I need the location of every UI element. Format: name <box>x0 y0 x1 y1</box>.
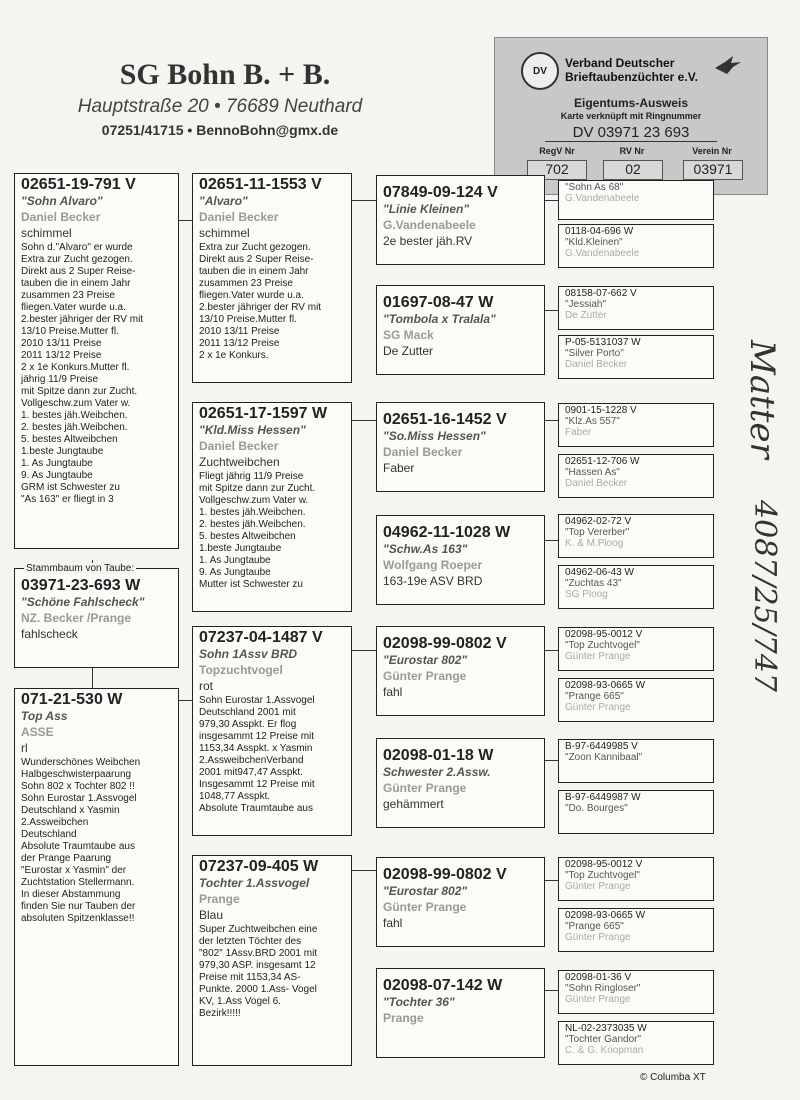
gen4-box <box>558 627 714 671</box>
gen4-breeder: G.Vandenabeele <box>565 193 640 204</box>
gen4-box <box>558 286 714 330</box>
handwritten-note-number: 4087/25/747 <box>747 500 782 692</box>
gen4-breeder: G.Vandenabeele <box>565 248 640 259</box>
grandparent-color: Zuchtweibchen <box>199 455 280 469</box>
ownership-card <box>494 37 768 195</box>
grandparent-ring: 07237-09-405 W <box>199 858 319 875</box>
gen4-box <box>558 790 714 834</box>
gg-breeder: Prange <box>383 1011 424 1025</box>
mother-ring: 071-21-530 W <box>21 691 123 708</box>
gen4-breeder: Günter Prange <box>565 881 631 892</box>
gen4-box <box>558 514 714 558</box>
gg-name: Schwester 2.Assw. <box>383 765 491 779</box>
gg-name: "So.Miss Hessen" <box>383 429 486 443</box>
gg-ring: 02098-99-0802 V <box>383 866 507 883</box>
gg-color: De Zutter <box>383 344 434 358</box>
breeder-title: SG Bohn B. + B. <box>119 58 331 91</box>
gen4-breeder: C. & G. Koopman <box>565 1045 644 1056</box>
connector-line <box>544 990 558 991</box>
gen4-name: "Zoon Kannibaal" <box>565 752 643 763</box>
grandparent-description: Super Zuchtweibchen eine der letzten Töchter des "802" 1Assv.BRD 2001 mit 979,30 ASP. insgesamt 12 Preise mit 1153,34 AS- Punkte. 2000 1.Ass- Vogel KV, 1.Ass Vogel 6. Bezirk!!!!! <box>199 924 318 1019</box>
gen4-ring: 02098-95-0012 V <box>565 629 643 640</box>
card-verein-value: 03971 <box>683 160 743 180</box>
gg-name: "Eurostar 802" <box>383 884 468 898</box>
gen4-name: "Sohn Ringloser" <box>565 983 641 994</box>
grandparent-breeder: Daniel Becker <box>199 439 279 453</box>
grandparent-name: "Kld.Miss Hessen" <box>199 423 306 437</box>
gen4-box <box>558 180 714 220</box>
gen4-ring: 08158-07-662 V <box>565 288 637 299</box>
gg-breeder: Wolfgang Roeper <box>383 558 483 572</box>
gen4-box <box>558 908 714 952</box>
gg-ring: 02651-16-1452 V <box>383 411 507 428</box>
grandparent-name: Tochter 1.Assvogel <box>199 876 310 890</box>
gen4-name: "Tochter Gandor" <box>565 1034 642 1045</box>
gen4-name: "Top Zuchtvogel" <box>565 870 640 881</box>
connector-line <box>351 650 376 651</box>
gg-breeder: Günter Prange <box>383 669 467 683</box>
gen4-box <box>558 403 714 447</box>
great-grandparent-box <box>376 285 545 375</box>
great-grandparent-box <box>376 626 545 716</box>
father-ring: 02651-19-791 V <box>21 176 136 193</box>
connector-line <box>544 760 558 761</box>
gen4-name: "Klz.As 557" <box>565 416 620 427</box>
gg-color: 163-19e ASV BRD <box>383 574 483 588</box>
gen4-ring: 02098-93-0665 W <box>565 910 646 921</box>
pigeon-icon <box>713 54 743 76</box>
gen4-ring: 0118-04-696 W <box>565 226 634 237</box>
mother-name: Top Ass <box>21 709 68 723</box>
gen4-box <box>558 970 714 1014</box>
connector-line <box>178 700 192 701</box>
card-org-line2: Brieftaubenzüchter e.V. <box>565 70 698 84</box>
subject-color: fahlscheck <box>21 627 78 641</box>
vdb-logo-icon: DV <box>521 52 559 90</box>
grandparent-name: "Alvaro" <box>199 194 248 208</box>
gg-ring: 02098-99-0802 V <box>383 635 507 652</box>
father-name: "Sohn Alvaro" <box>21 194 103 208</box>
gen4-ring: B-97-6449985 V <box>565 741 638 752</box>
gen4-ring: B-97-6449987 W <box>565 792 641 803</box>
card-regv-label: RegV Nr <box>539 146 575 156</box>
father-breeder: Daniel Becker <box>21 210 101 224</box>
gen4-box <box>558 224 714 268</box>
grandparent-color: Blau <box>199 908 224 922</box>
gen4-ring: 02098-93-0665 W <box>565 680 646 691</box>
card-ring-number: DV 03971 23 693 <box>545 124 717 142</box>
connector-line <box>178 220 192 221</box>
father-color: schimmel <box>21 226 72 240</box>
gg-color: gehämmert <box>383 797 444 811</box>
card-heading: Eigentums-Ausweis <box>573 96 689 110</box>
handwritten-note-name: Matter <box>742 340 782 459</box>
gg-breeder: Günter Prange <box>383 781 467 795</box>
great-grandparent-box <box>376 175 545 265</box>
connector-line <box>351 420 376 421</box>
gen4-ring: 0901-15-1228 V <box>565 405 637 416</box>
gen4-name: "Top Vererber" <box>565 527 630 538</box>
breeder-address: Hauptstraße 20 • 76689 Neuthard <box>77 96 363 117</box>
gen4-breeder: SG Ploog <box>565 589 608 600</box>
subject-name: "Schöne Fahlscheck" <box>21 595 145 609</box>
gen4-name: "Sohn As 68" <box>565 182 624 193</box>
gg-name: "Eurostar 802" <box>383 653 468 667</box>
connector-line <box>351 200 376 201</box>
gg-ring: 02098-01-18 W <box>383 747 494 764</box>
grandparent-description: Extra zur Zucht gezogen. Direkt aus 2 Super Reise- tauben die in einem Jahr zusammen 23 Preise fliegen.Vater wurde u.a. 2.bester jähriger der RV mit 13/10 Preise.Mutter fl. 2010 13/11 Preise 2011 13/12 Preise 2 x 1e Konkurs. <box>199 242 322 361</box>
mother-color: rl <box>21 741 28 755</box>
gen4-box <box>558 678 714 722</box>
gen4-breeder: Daniel Becker <box>565 478 628 489</box>
connector-line <box>351 870 376 871</box>
gen4-ring: P-05-5131037 W <box>565 337 641 348</box>
gg-name: "Schw.As 163" <box>383 542 468 556</box>
great-grandparent-box <box>376 402 545 492</box>
father-description: Sohn d."Alvaro" er wurde Extra zur Zucht gezogen. Direkt aus 2 Super Reise- tauben die in einem Jahr zusammen 23 Preise fliegen.Vater wurde u.a. 2.bester jähriger der RV mit 13/10 Preise.Mutter fl. 2010 13/11 Preise 2011 13/12 Preise 2 x 1e Konkurs.Mutter fl. jährig 11/9 Preise mit Spitze dann zur Zucht. Vollgeschw.zum Vater w. 1. bestes jäh.Weibchen. 2. bestes jäh.Weibchen. 5. bestes Altweibchen 1.beste Jungtaube 1. As Jungtaube 9. As Jungtaube GRM ist Schwester zu "As 163" er fliegt in 3 <box>21 242 144 505</box>
gg-color: Faber <box>383 461 415 475</box>
gen4-breeder: Günter Prange <box>565 932 631 943</box>
mother-description: Wunderschönes Weibchen Halbgeschwisterpaarung Sohn 802 x Tochter 802 !! Sohn Eurostar 1.Assvogel Deutschland x Yasmin 2.Assweibchen Deutschland Absolute Traumtaube aus der Prange Paarung "Eurostar x Yasmin" der Zuchtstation Stellermann. In dieser Abstammung finden Sie nur Tauben der absoluten Spitzenklasse!! <box>21 757 141 924</box>
gg-color: fahl <box>383 916 403 930</box>
grandparent-box <box>192 626 352 836</box>
gen4-name: "Silver Porto" <box>565 348 624 359</box>
grandparent-box <box>192 402 352 612</box>
card-verein-label: Verein Nr <box>692 146 732 156</box>
gen4-breeder: Günter Prange <box>565 651 631 662</box>
grandparent-color: rot <box>199 679 214 693</box>
grandparent-ring: 02651-17-1597 W <box>199 405 328 422</box>
breeder-contact: 07251/41715 • BennoBohn@gmx.de <box>101 122 339 138</box>
gg-ring: 02098-07-142 W <box>383 977 503 994</box>
connector-line <box>544 880 558 881</box>
gen4-ring: 02098-01-36 V <box>565 972 632 983</box>
grandparent-ring: 07237-04-1487 V <box>199 629 323 646</box>
card-rv-label: RV Nr <box>619 146 645 156</box>
subject-box <box>14 568 179 668</box>
gen4-ring: 02098-95-0012 V <box>565 859 643 870</box>
card-rv-value: 02 <box>603 160 663 180</box>
gen4-box <box>558 454 714 498</box>
mother-box <box>14 688 179 1066</box>
gg-breeder: SG Mack <box>383 328 434 342</box>
gen4-box <box>558 335 714 379</box>
card-regv-value: 702 <box>527 160 587 180</box>
gg-name: "Linie Kleinen" <box>383 202 470 216</box>
gg-name: "Tochter 36" <box>383 995 455 1009</box>
grandparent-box <box>192 173 352 383</box>
grandparent-description: Fliegt jährig 11/9 Preise mit Spitze dann zur Zucht. Vollgeschw.zum Vater w. 1. bestes jäh.Weibchen. 2. bestes jäh.Weibchen. 5. bestes Altweibchen 1.beste Jungtaube 1. As Jungtaube 9. As Jungtaube Mutter ist Schwester zu <box>199 471 316 590</box>
connector-line <box>544 200 558 201</box>
gen4-breeder: Daniel Becker <box>565 359 628 370</box>
grandparent-ring: 02651-11-1553 V <box>199 176 322 193</box>
connector-line <box>544 420 558 421</box>
gg-name: "Tombola x Tralala" <box>383 312 496 326</box>
grandparent-breeder: Topzuchtvogel <box>199 663 283 677</box>
subject-breeder: NZ. Becker /Prange <box>21 611 132 625</box>
card-subheading: Karte verknüpft mit Ringnummer <box>560 111 702 121</box>
grandparent-color: schimmel <box>199 226 250 240</box>
gen4-ring: 04962-02-72 V <box>565 516 632 527</box>
gen4-name: "Top Zuchtvogel" <box>565 640 640 651</box>
subject-label: Stammbaum von Taube: <box>26 563 135 574</box>
great-grandparent-box <box>376 968 545 1058</box>
grandparent-name: Sohn 1Assv BRD <box>199 647 298 661</box>
connector-line <box>92 668 93 688</box>
gen4-ring: 04962-06-43 W <box>565 567 634 578</box>
gen4-box <box>558 857 714 901</box>
subject-ring: 03971-23-693 W <box>21 577 141 594</box>
mother-breeder: ASSE <box>21 725 54 739</box>
gen4-breeder: De Zutter <box>565 310 607 321</box>
gen4-name: "Hassen As" <box>565 467 620 478</box>
gen4-breeder: Faber <box>565 427 592 438</box>
software-credit: © Columba XT <box>640 1072 706 1083</box>
gen4-name: "Prange 665" <box>565 921 624 932</box>
great-grandparent-box <box>376 515 545 605</box>
gen4-name: "Kld.Kleinen" <box>565 237 623 248</box>
grandparent-breeder: Daniel Becker <box>199 210 279 224</box>
grandparent-description: Sohn Eurostar 1.Assvogel Deutschland 2001 mit 979,30 Asspkt. Er flog insgesammt 12 Preise mit 1153,34 Asspkt. x Yasmin 2.AssweibchenVerband 2001 mit947,47 Asspkt. Insgesammt 12 Preise mit 1048,77 Asspkt. Absolute Traumtaube aus <box>199 695 315 814</box>
gg-color: 2e bester jäh.RV <box>383 234 473 248</box>
gen4-ring: 02651-12-706 W <box>565 456 640 467</box>
gg-breeder: Günter Prange <box>383 900 467 914</box>
grandparent-box <box>192 855 352 1066</box>
gen4-name: "Zuchtas 43" <box>565 578 622 589</box>
connector-line <box>544 540 558 541</box>
gen4-name: "Jessiah" <box>565 299 607 310</box>
great-grandparent-box <box>376 738 545 828</box>
great-grandparent-box <box>376 857 545 947</box>
gen4-name: "Do. Bourges" <box>565 803 628 814</box>
gen4-box <box>558 739 714 783</box>
gg-color: fahl <box>383 685 403 699</box>
gen4-name: "Prange 665" <box>565 691 624 702</box>
gen4-breeder: Günter Prange <box>565 994 631 1005</box>
gen4-ring: NL-02-2373035 W <box>565 1023 647 1034</box>
gen4-breeder: Günter Prange <box>565 702 631 713</box>
gg-breeder: Daniel Becker <box>383 445 463 459</box>
gen4-box <box>558 1021 714 1065</box>
connector-line <box>544 650 558 651</box>
gen4-breeder: K. & M.Ploog <box>565 538 624 549</box>
connector-line <box>544 310 558 311</box>
gg-ring: 04962-11-1028 W <box>383 524 511 541</box>
gen4-box <box>558 565 714 609</box>
card-org-line1: Verband Deutscher <box>565 56 675 70</box>
gg-breeder: G.Vandenabeele <box>383 218 476 232</box>
card-organization <box>565 56 698 84</box>
father-box <box>14 173 179 549</box>
grandparent-breeder: Prange <box>199 892 240 906</box>
gg-ring: 01697-08-47 W <box>383 294 494 311</box>
gg-ring: 07849-09-124 V <box>383 184 498 201</box>
